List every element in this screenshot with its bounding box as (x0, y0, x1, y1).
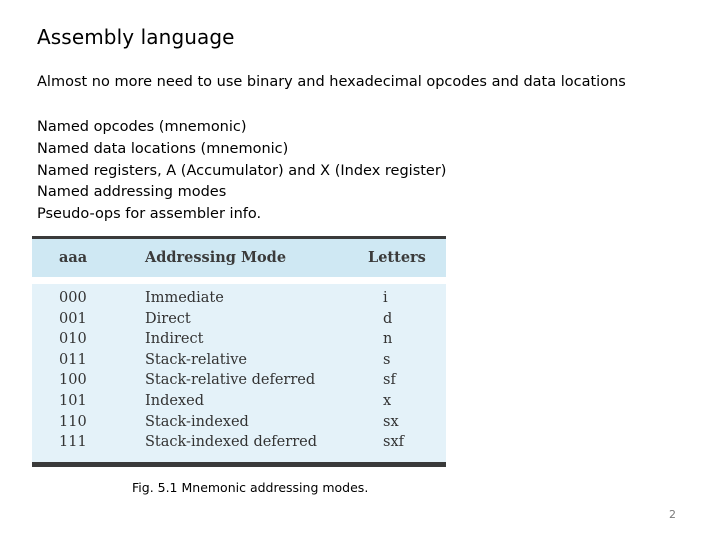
table-row (32, 372, 446, 393)
cell-aaa: 110 (59, 413, 87, 430)
cell-aaa: 010 (59, 331, 87, 348)
cell-mode: Stack-indexed (145, 413, 249, 430)
cell-letters: sx (383, 413, 399, 430)
table-body (32, 284, 446, 462)
cell-aaa: 100 (59, 372, 87, 389)
cell-letters: x (383, 392, 392, 409)
cell-mode: Stack-relative (145, 351, 247, 368)
table-row (32, 311, 446, 332)
header-aaa: aaa (59, 249, 88, 266)
slide-title: Assembly language (37, 25, 235, 49)
bullet-list (37, 117, 446, 226)
cell-mode: Direct (145, 310, 191, 327)
cell-mode: Indirect (145, 331, 204, 348)
table-header (32, 236, 446, 277)
table-row (32, 331, 446, 352)
bullet-item: Named registers, A (Accumulator) and X (Index register) (37, 162, 447, 179)
header-letters: Letters (368, 249, 426, 266)
cell-aaa: 101 (59, 392, 87, 409)
bullet-item: Named addressing modes (37, 184, 227, 201)
bullet-item: Named opcodes (mnemonic) (37, 119, 247, 135)
table-row (32, 434, 446, 455)
cell-letters: sf (383, 372, 396, 389)
bullet-item: Pseudo-ops for assembler info. (37, 206, 262, 223)
cell-aaa: 001 (59, 310, 87, 327)
table-row (32, 393, 446, 414)
addressing-modes-table (32, 236, 446, 467)
cell-letters: n (383, 331, 393, 348)
header-addressing-mode: Addressing Mode (145, 249, 287, 266)
cell-letters: i (383, 290, 388, 306)
table-gap (32, 277, 446, 284)
cell-letters: s (383, 351, 391, 368)
cell-mode: Immediate (145, 290, 224, 306)
cell-aaa: 000 (59, 290, 87, 306)
table-bottom-rule (32, 462, 446, 467)
cell-aaa: 111 (59, 434, 87, 451)
cell-mode: Stack-relative deferred (145, 372, 316, 389)
page-number: 2 (669, 508, 676, 521)
cell-aaa: 011 (59, 351, 87, 368)
table-row (32, 352, 446, 373)
table-row (32, 414, 446, 435)
intro-text: Almost no more need to use binary and hexadecimal opcodes and data locations (37, 74, 626, 90)
table-row (32, 290, 446, 311)
cell-letters: d (383, 310, 393, 327)
bullet-item: Named data locations (mnemonic) (37, 140, 289, 157)
cell-mode: Stack-indexed deferred (145, 434, 317, 451)
cell-letters: sxf (383, 434, 404, 451)
cell-mode: Indexed (145, 392, 204, 409)
figure-caption: Fig. 5.1 Mnemonic addressing modes. (132, 480, 369, 495)
